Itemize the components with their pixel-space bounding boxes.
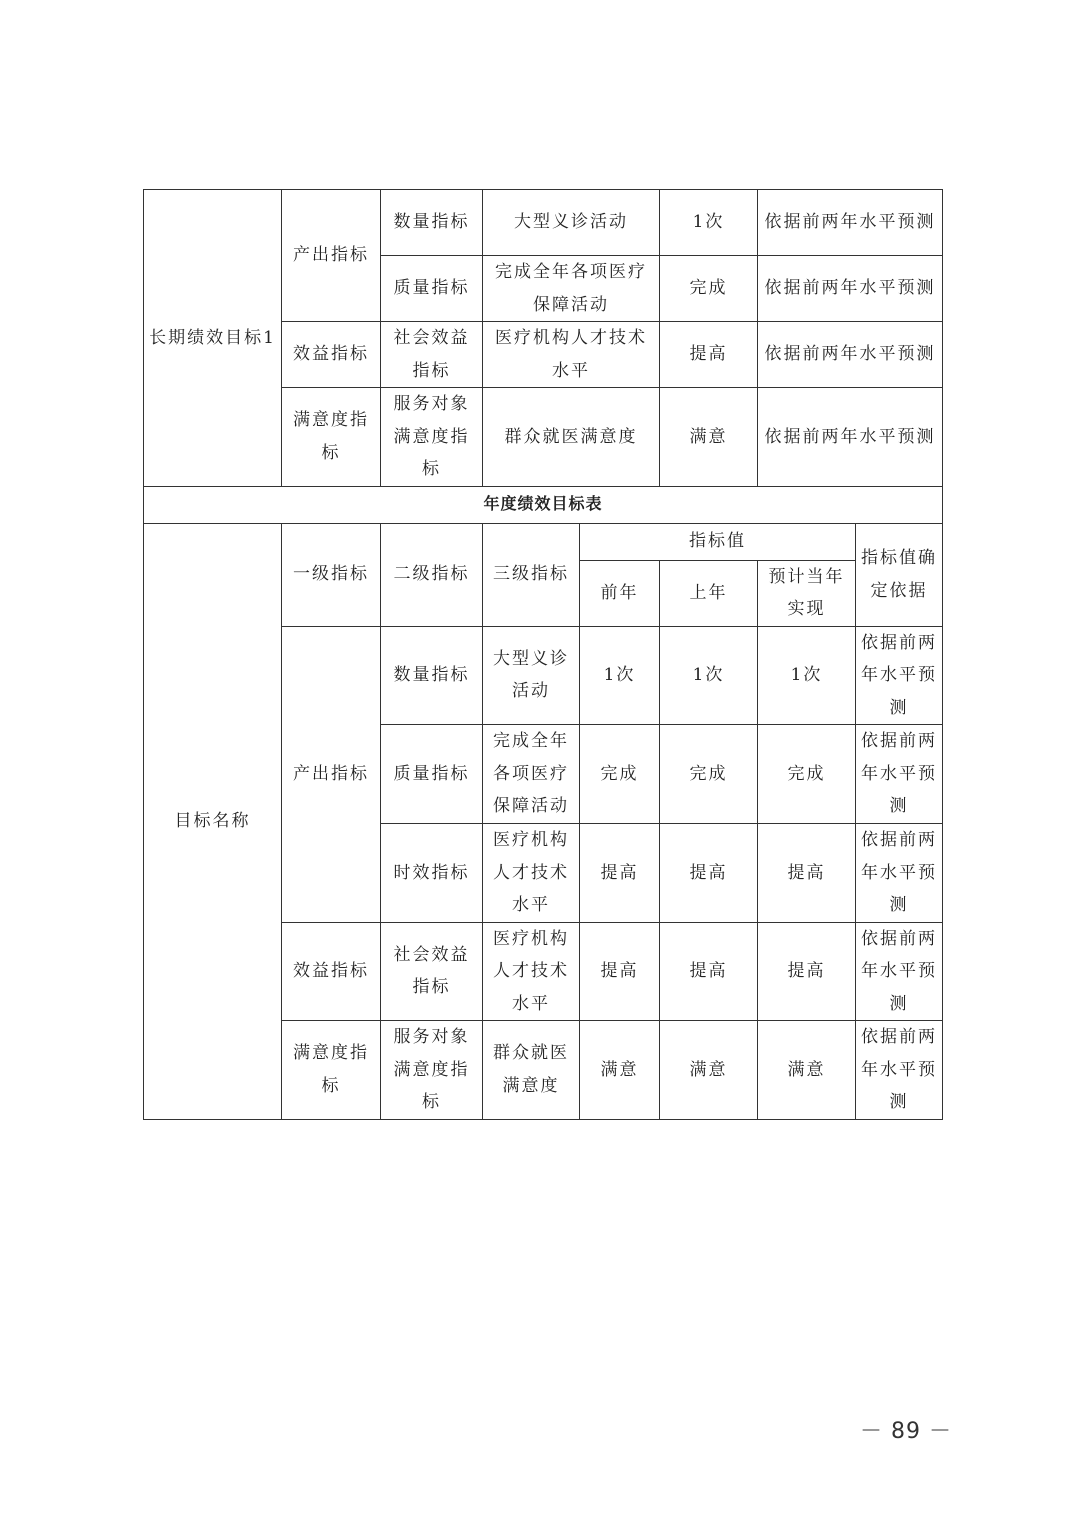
- basis-cell: 依据前两年水平预测: [758, 256, 943, 322]
- level3-cell: 医疗机构人才技术水平: [483, 322, 660, 388]
- this-year-cell: 完成: [758, 725, 856, 824]
- long-term-row: [144, 190, 943, 256]
- page-number: － 89 －: [860, 1419, 952, 1444]
- this-year-cell: 满意: [758, 1021, 856, 1120]
- level3-cell: 医疗机构人才技术水平: [483, 922, 580, 1021]
- level1-cell: 效益指标: [282, 922, 381, 1021]
- target-name-header: 目标名称: [144, 523, 282, 1119]
- prev-year-cell: 提高: [580, 824, 660, 923]
- value-cell: 1次: [660, 190, 758, 256]
- basis-cell: 依据前两年水平预测: [758, 190, 943, 256]
- level2-cell: 质量指标: [381, 725, 483, 824]
- basis-cell: 依据前两年水平预测: [856, 922, 943, 1021]
- level3-cell: 医疗机构人才技术水平: [483, 824, 580, 923]
- level2-cell: 质量指标: [381, 256, 483, 322]
- level2-cell: 社会效益指标: [381, 322, 483, 388]
- this-year-cell: 提高: [758, 824, 856, 923]
- basis-cell: 依据前两年水平预测: [758, 322, 943, 388]
- level3-cell: 大型义诊活动: [483, 190, 660, 256]
- level2-cell: 社会效益指标: [381, 922, 483, 1021]
- basis-cell: 依据前两年水平预测: [856, 725, 943, 824]
- level1-cell: 效益指标: [282, 322, 381, 388]
- level1-cell: 产出指标: [282, 190, 381, 322]
- level1-header: 一级指标: [282, 523, 381, 626]
- annual-header-row: [144, 523, 943, 560]
- level2-header: 二级指标: [381, 523, 483, 626]
- prev-year-cell: 完成: [580, 725, 660, 824]
- prev-year-cell: 满意: [580, 1021, 660, 1120]
- level3-cell: 完成全年各项医疗保障活动: [483, 256, 660, 322]
- last-year-header: 上年: [660, 560, 758, 626]
- level2-cell: 时效指标: [381, 824, 483, 923]
- basis-cell: 依据前两年水平预测: [758, 388, 943, 487]
- value-cell: 提高: [660, 322, 758, 388]
- last-year-cell: 完成: [660, 725, 758, 824]
- basis-cell: 依据前两年水平预测: [856, 1021, 943, 1120]
- level1-cell: 产出指标: [282, 626, 381, 922]
- level3-cell: 大型义诊活动: [483, 626, 580, 725]
- prev-year-cell: 1次: [580, 626, 660, 725]
- prev-year-header: 前年: [580, 560, 660, 626]
- prev-year-cell: 提高: [580, 922, 660, 1021]
- last-year-cell: 提高: [660, 824, 758, 923]
- level3-cell: 完成全年各项医疗保障活动: [483, 725, 580, 824]
- basis-cell: 依据前两年水平预测: [856, 626, 943, 725]
- this-year-header: 预计当年实现: [758, 560, 856, 626]
- level3-header: 三级指标: [483, 523, 580, 626]
- level2-cell: 服务对象满意度指标: [381, 388, 483, 487]
- last-year-cell: 提高: [660, 922, 758, 1021]
- this-year-cell: 提高: [758, 922, 856, 1021]
- value-cell: 完成: [660, 256, 758, 322]
- last-year-cell: 满意: [660, 1021, 758, 1120]
- level2-cell: 数量指标: [381, 190, 483, 256]
- annual-table-title: 年度绩效目标表: [144, 486, 943, 523]
- level2-cell: 数量指标: [381, 626, 483, 725]
- level1-cell: 满意度指标: [282, 1021, 381, 1120]
- basis-header: 指标值确定依据: [856, 523, 943, 626]
- level3-cell: 群众就医满意度: [483, 1021, 580, 1120]
- value-group-header: 指标值: [580, 523, 856, 560]
- annual-title-row: [144, 486, 943, 523]
- basis-cell: 依据前两年水平预测: [856, 824, 943, 923]
- value-cell: 满意: [660, 388, 758, 487]
- level2-cell: 服务对象满意度指标: [381, 1021, 483, 1120]
- performance-table: [143, 189, 943, 1120]
- this-year-cell: 1次: [758, 626, 856, 725]
- last-year-cell: 1次: [660, 626, 758, 725]
- long-term-goal-label: 长期绩效目标1: [144, 190, 282, 487]
- level3-cell: 群众就医满意度: [483, 388, 660, 487]
- level1-cell: 满意度指标: [282, 388, 381, 487]
